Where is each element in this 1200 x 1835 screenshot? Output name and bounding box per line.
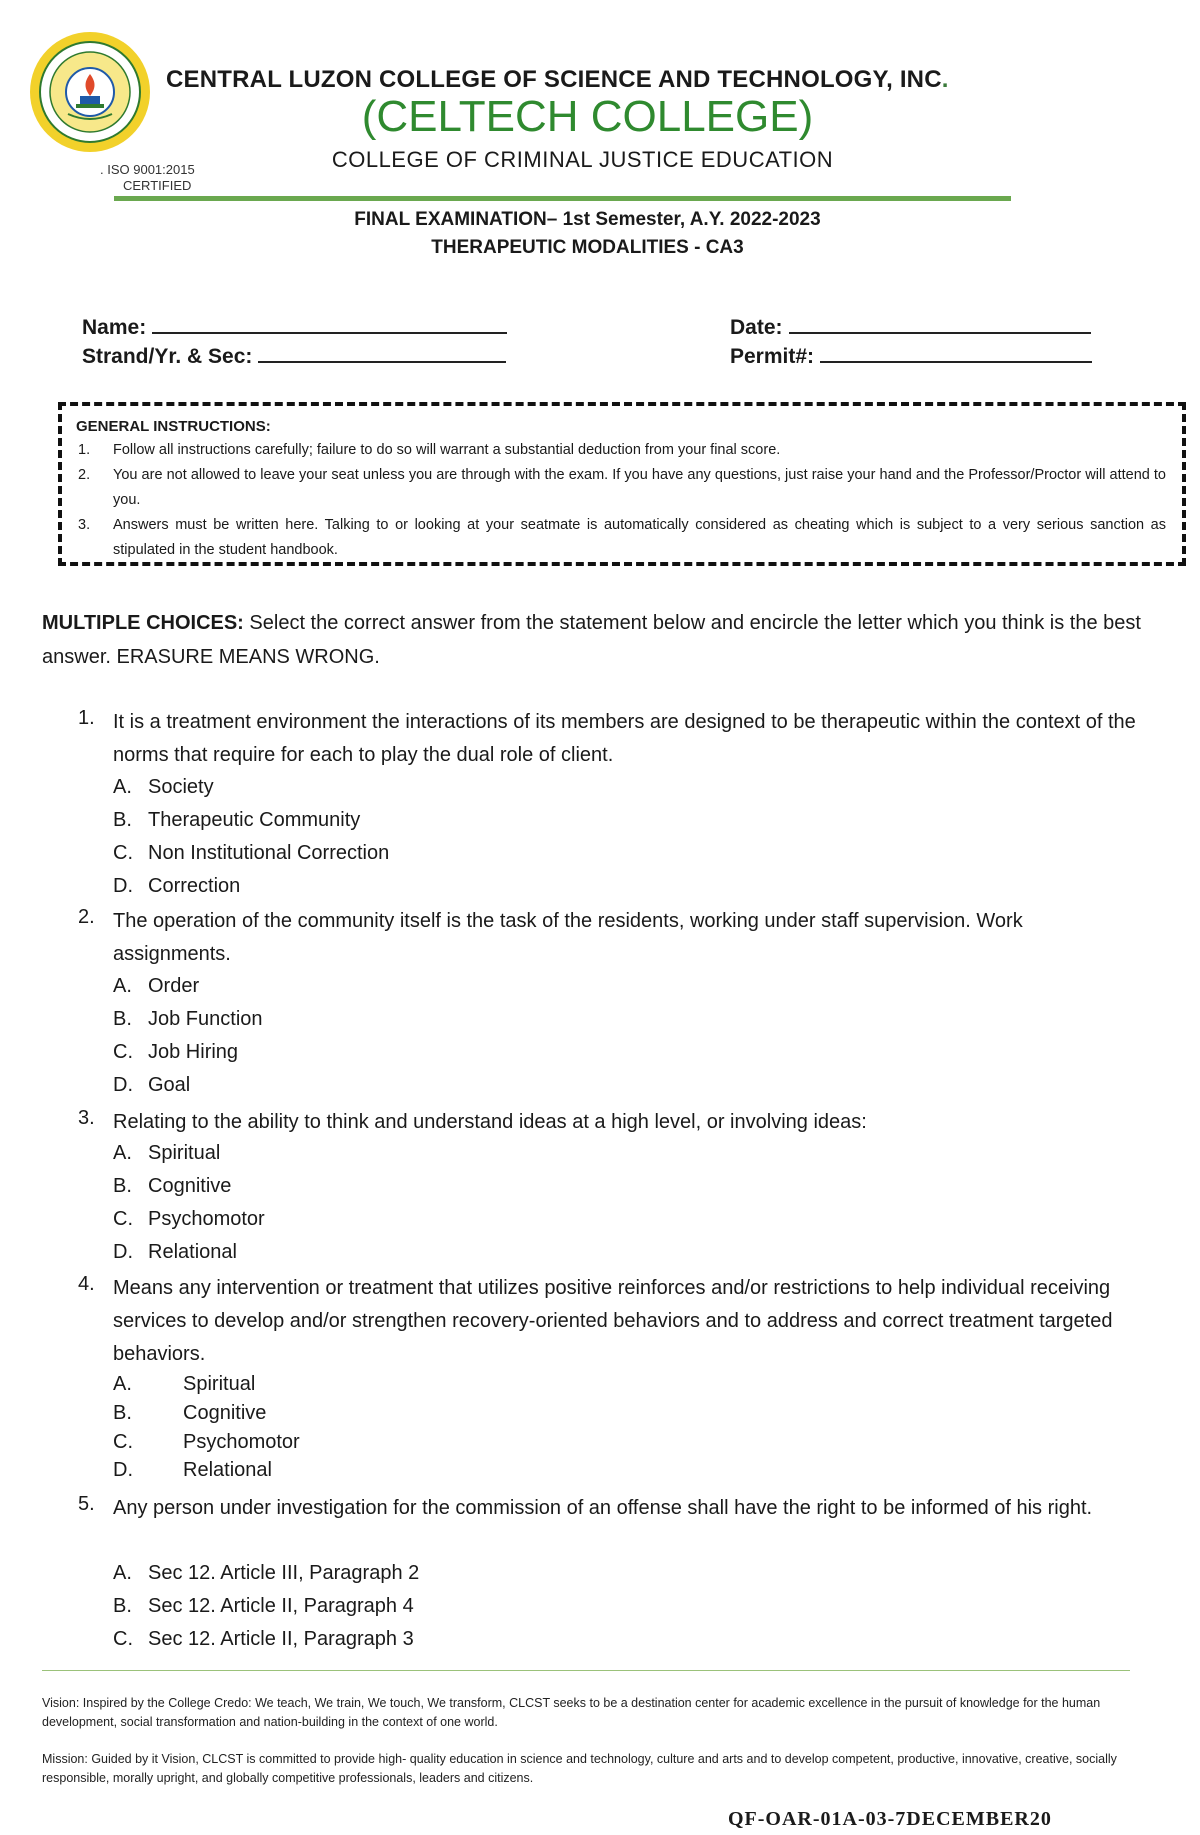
college-name: COLLEGE OF CRIMINAL JUSTICE EDUCATION bbox=[331, 147, 834, 172]
strand-field[interactable]: Strand/Yr. & Sec: bbox=[82, 343, 506, 369]
document-code: QF-OAR-01A-03-7DECEMBER20 bbox=[728, 1808, 1052, 1830]
permit-field[interactable]: Permit#: bbox=[730, 343, 1092, 369]
option-b[interactable]: B. Job Function bbox=[113, 1008, 263, 1030]
option-a[interactable]: A. Spiritual bbox=[113, 1142, 221, 1164]
option-d[interactable]: D. Relational bbox=[113, 1459, 272, 1481]
school-name: CENTRAL LUZON COLLEGE OF SCIENCE AND TECHNOLOGY, INC. bbox=[166, 66, 949, 93]
option-a[interactable]: A. Order bbox=[113, 975, 200, 997]
vision-statement: Vision: Inspired by the College Credo: We teach, We train, We touch, We transform, CLCST seeks to be a destination center for academic excellence in the pursuit of knowledge for the human development, social transformation and nation-building in the context of one world. bbox=[42, 1696, 1101, 1729]
instructions-title: GENERAL INSTRUCTIONS: bbox=[76, 418, 271, 435]
option-b[interactable]: B. Cognitive bbox=[113, 1402, 267, 1424]
multiple-choice-intro: MULTIPLE CHOICES: Select the correct answer from the statement below and encircle the letter which you think is the best answer. ERASURE MEANS WRONG. bbox=[42, 612, 1141, 668]
option-a[interactable]: A. Spiritual bbox=[113, 1373, 256, 1395]
option-c[interactable]: C. Psychomotor bbox=[113, 1208, 265, 1230]
option-b[interactable]: B. Cognitive bbox=[113, 1175, 232, 1197]
option-c[interactable]: C. Sec 12. Article II, Paragraph 3 bbox=[113, 1628, 414, 1650]
option-c[interactable]: C. Psychomotor bbox=[113, 1431, 300, 1453]
date-field[interactable]: Date: bbox=[730, 314, 1091, 340]
mission-statement: Mission: Guided by it Vision, CLCST is committed to provide high- quality education in science and technology, culture and arts and to develop competent, productive, innovative, creative, socially responsible, morally upright, and globally competitive professionals, leaders and citizens. bbox=[42, 1752, 1117, 1785]
header-divider bbox=[114, 196, 1011, 201]
footer-divider bbox=[42, 1670, 1130, 1671]
iso-certification: . ISO 9001:2015 CERTIFIED bbox=[100, 162, 195, 193]
option-c[interactable]: C. Job Hiring bbox=[113, 1041, 239, 1063]
exam-title: FINAL EXAMINATION– 1st Semester, A.Y. 2022-2023 THERAPEUTIC MODALITIES - CA3 bbox=[354, 209, 821, 258]
option-c[interactable]: C. Non Institutional Correction bbox=[113, 842, 390, 864]
option-b[interactable]: B. Therapeutic Community bbox=[113, 809, 361, 831]
school-alias: (CELTECH COLLEGE) bbox=[361, 92, 814, 141]
option-d[interactable]: D. Relational bbox=[113, 1241, 237, 1263]
name-field[interactable]: Name: bbox=[82, 314, 507, 340]
option-a[interactable]: A. Society bbox=[113, 776, 214, 798]
option-a[interactable]: A. Sec 12. Article III, Paragraph 2 bbox=[113, 1562, 420, 1584]
option-d[interactable]: D. Correction bbox=[113, 875, 241, 897]
option-b[interactable]: B. Sec 12. Article II, Paragraph 4 bbox=[113, 1595, 414, 1617]
option-d[interactable]: D. Goal bbox=[113, 1074, 191, 1096]
